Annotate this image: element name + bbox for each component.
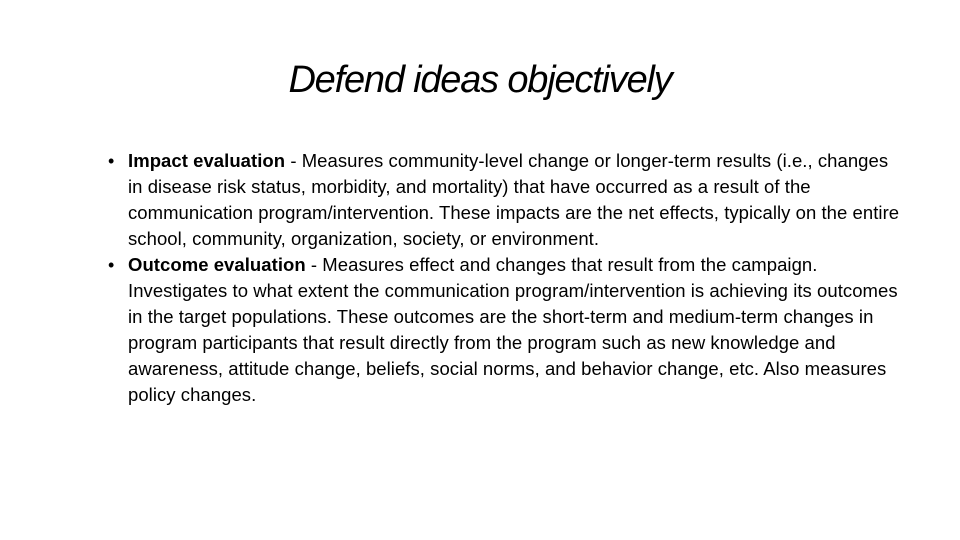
bullet-list [106, 148, 906, 408]
bullet-item-impact-evaluation [106, 148, 906, 252]
bullet-marker: • [108, 255, 115, 275]
bullet-text: - Measures effect and changes that result from the campaign. Investigates to what extent the communication program/intervention is achieving its outcomes in the target populations. These outcomes are the short-term and medium-term changes in program participants that result directly from the program such as new knowledge and awareness, attitude change, beliefs, social norms, and behavior change, etc. Also measures policy changes. [128, 254, 898, 405]
bullet-marker: • [108, 151, 115, 171]
bullet-term: Outcome evaluation [128, 254, 306, 275]
bullet-text: - Measures community-level change or longer-term results (i.e., changes in disease risk status, morbidity, and mortality) that have occurred as a result of the communication program/intervention. These impacts are the net effects, typically on the entire school, community, organization, society, or environment. [128, 150, 900, 249]
bullet-item-outcome-evaluation [106, 252, 906, 408]
bullet-term: Impact evaluation [128, 150, 286, 171]
slide-title: Defend ideas objectively [288, 59, 672, 101]
